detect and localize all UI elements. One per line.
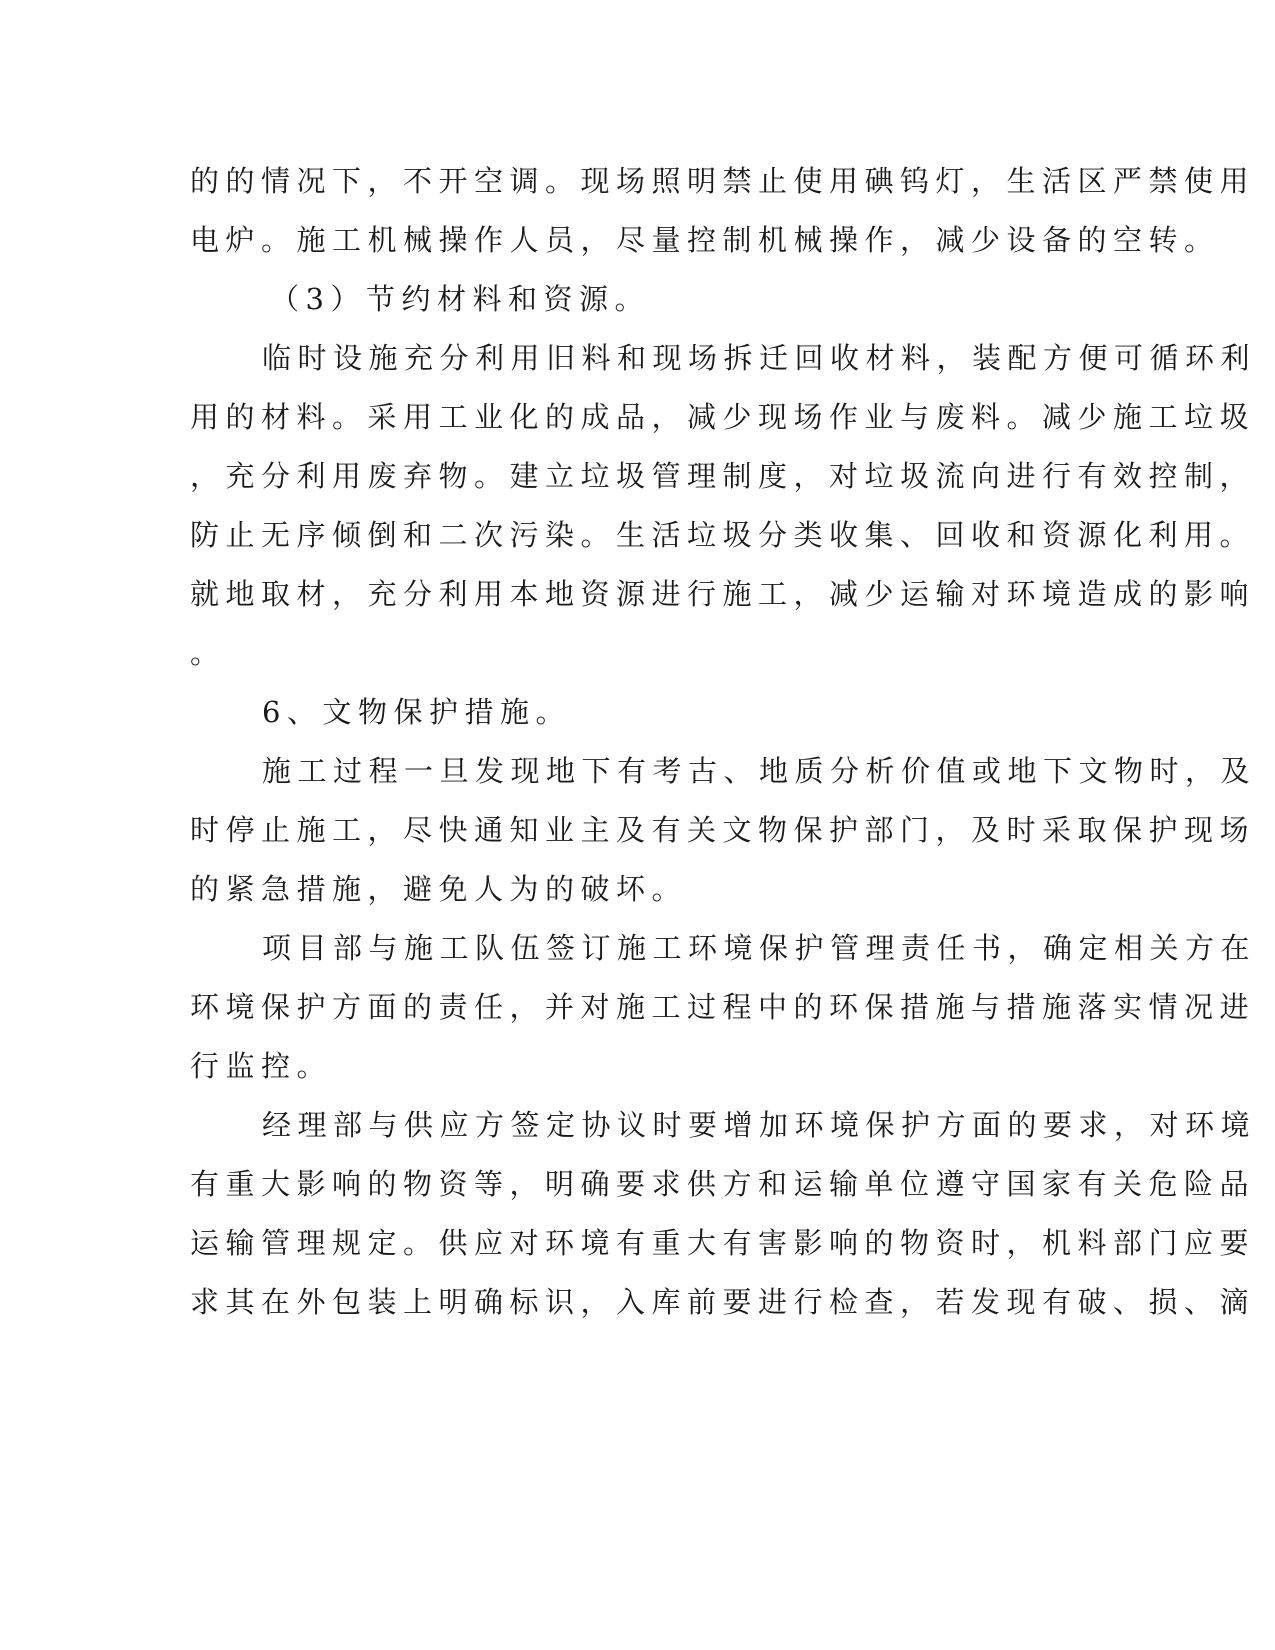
text-line: 经理部与供应方签定协议时要增加环境保护方面的要求，对环境 xyxy=(262,1108,1257,1142)
text-line: 时停止施工，尽快通知业主及有关文物保护部门，及时采取保护现场 xyxy=(190,813,1256,847)
text-line: 项目部与施工队伍签订施工环境保护管理责任书，确定相关方在 xyxy=(262,931,1257,965)
text-line: ，充分利用废弃物。建立垃圾管理制度，对垃圾流向进行有效控制， xyxy=(190,459,1256,493)
text-line: 电炉。施工机械操作人员，尽量控制机械操作，减少设备的空转。 xyxy=(190,223,1220,257)
text-line: 运输管理规定。供应对环境有重大有害影响的物资时，机料部门应要 xyxy=(190,1226,1256,1260)
text-line: 。 xyxy=(190,636,226,670)
section-heading: 6、文物保护措施。 xyxy=(262,695,571,729)
text-line: 施工过程一旦发现地下有考古、地质分析价值或地下文物时，及 xyxy=(262,754,1257,788)
text-line: 行监控。 xyxy=(190,1049,333,1083)
text-line: 防止无序倾倒和二次污染。生活垃圾分类收集、回收和资源化利用。 xyxy=(190,518,1256,552)
text-line: 有重大影响的物资等，明确要求供方和运输单位遵守国家有关危险品 xyxy=(190,1167,1256,1201)
text-line: 的紧急措施，避免人为的破坏。 xyxy=(190,872,688,906)
text-line: 就地取材，充分利用本地资源进行施工，减少运输对环境造成的影响 xyxy=(190,577,1256,611)
text-line: 环境保护方面的责任，并对施工过程中的环保措施与措施落实情况进 xyxy=(190,990,1256,1024)
text-line: 临时设施充分利用旧料和现场拆迁回收材料，装配方便可循环利 xyxy=(262,341,1257,375)
section-heading: （3）节约材料和资源。 xyxy=(270,282,650,316)
text-line: 的的情况下，不开空调。现场照明禁止使用碘钨灯，生活区严禁使用 xyxy=(190,164,1256,198)
text-line: 用的材料。采用工业化的成品，减少现场作业与废料。减少施工垃圾 xyxy=(190,400,1256,434)
text-line: 求其在外包装上明确标识，入库前要进行检查，若发现有破、损、滴 xyxy=(190,1285,1256,1319)
